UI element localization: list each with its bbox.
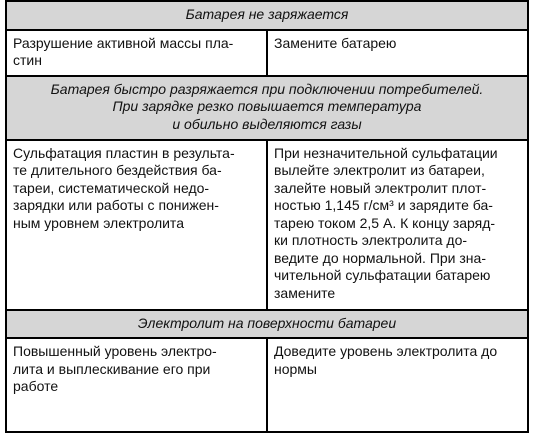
section-header-electrolyte-surface	[6, 310, 528, 339]
section-header-row	[6, 310, 528, 339]
table-row	[6, 338, 528, 432]
cause-line: тареи, систематической недо-	[13, 179, 210, 196]
remedy-line: замените	[274, 284, 336, 301]
remedy-cell	[267, 338, 528, 432]
section-header-row	[6, 1, 528, 30]
remedy-line: вылейте электролит из батареи,	[274, 162, 485, 178]
section-header-not-charging	[6, 1, 528, 30]
remedy-line: чительной сульфатации батарею	[274, 267, 491, 283]
header-line: Электролит на поверхности батареи	[137, 314, 397, 331]
section-header-fast-discharge	[6, 76, 528, 140]
remedy-line: тарею током 2,5 А. К концу заряд-	[274, 214, 496, 231]
table-row	[6, 30, 528, 76]
fault-table	[5, 0, 529, 433]
cause-line: работе	[13, 378, 59, 394]
remedy-cell	[267, 30, 528, 76]
cause-line: зарядки или работы с понижен-	[13, 197, 219, 213]
remedy-line: Доведите уровень электролита до	[274, 343, 498, 359]
remedy-line: залейте новый электролит плот-	[274, 179, 487, 196]
cause-line: ным уровнем электролита	[13, 214, 184, 231]
remedy-line: При незначительной сульфатации	[274, 144, 498, 161]
fault-table-container	[5, 0, 529, 434]
remedy-line: нормы	[274, 360, 317, 377]
cause-line: те длительного бездействия ба-	[13, 162, 222, 178]
cause-line: Сульфатация пластин в результа-	[13, 144, 235, 161]
header-line: и обильно выделяются газы	[172, 115, 362, 132]
cause-line: лита и выплескивание его при	[13, 360, 211, 377]
cause-line: Разрушение активной массы пла-	[13, 34, 234, 51]
header-line: Батарея быстро разряжается при подключении потребителей.	[50, 80, 484, 97]
remedy-line: Замените батарею	[274, 34, 397, 51]
cause-cell	[6, 140, 267, 310]
remedy-cell	[267, 140, 528, 310]
header-line: При зарядке резко повышается температура	[112, 98, 422, 114]
cause-line: Повышенный уровень электро-	[13, 343, 217, 359]
remedy-line: ки плотность электролита до-	[274, 232, 468, 248]
section-header-row	[6, 76, 528, 140]
table-row	[6, 140, 528, 310]
header-line: Батарея не заряжается	[185, 6, 349, 22]
remedy-line: ведите до нормальной. При зна-	[274, 249, 486, 266]
remedy-line: ностью 1,145 г/см³ и зарядите ба-	[274, 197, 493, 213]
cause-cell	[6, 30, 267, 76]
cause-cell	[6, 338, 267, 432]
cause-line: стин	[13, 52, 42, 68]
